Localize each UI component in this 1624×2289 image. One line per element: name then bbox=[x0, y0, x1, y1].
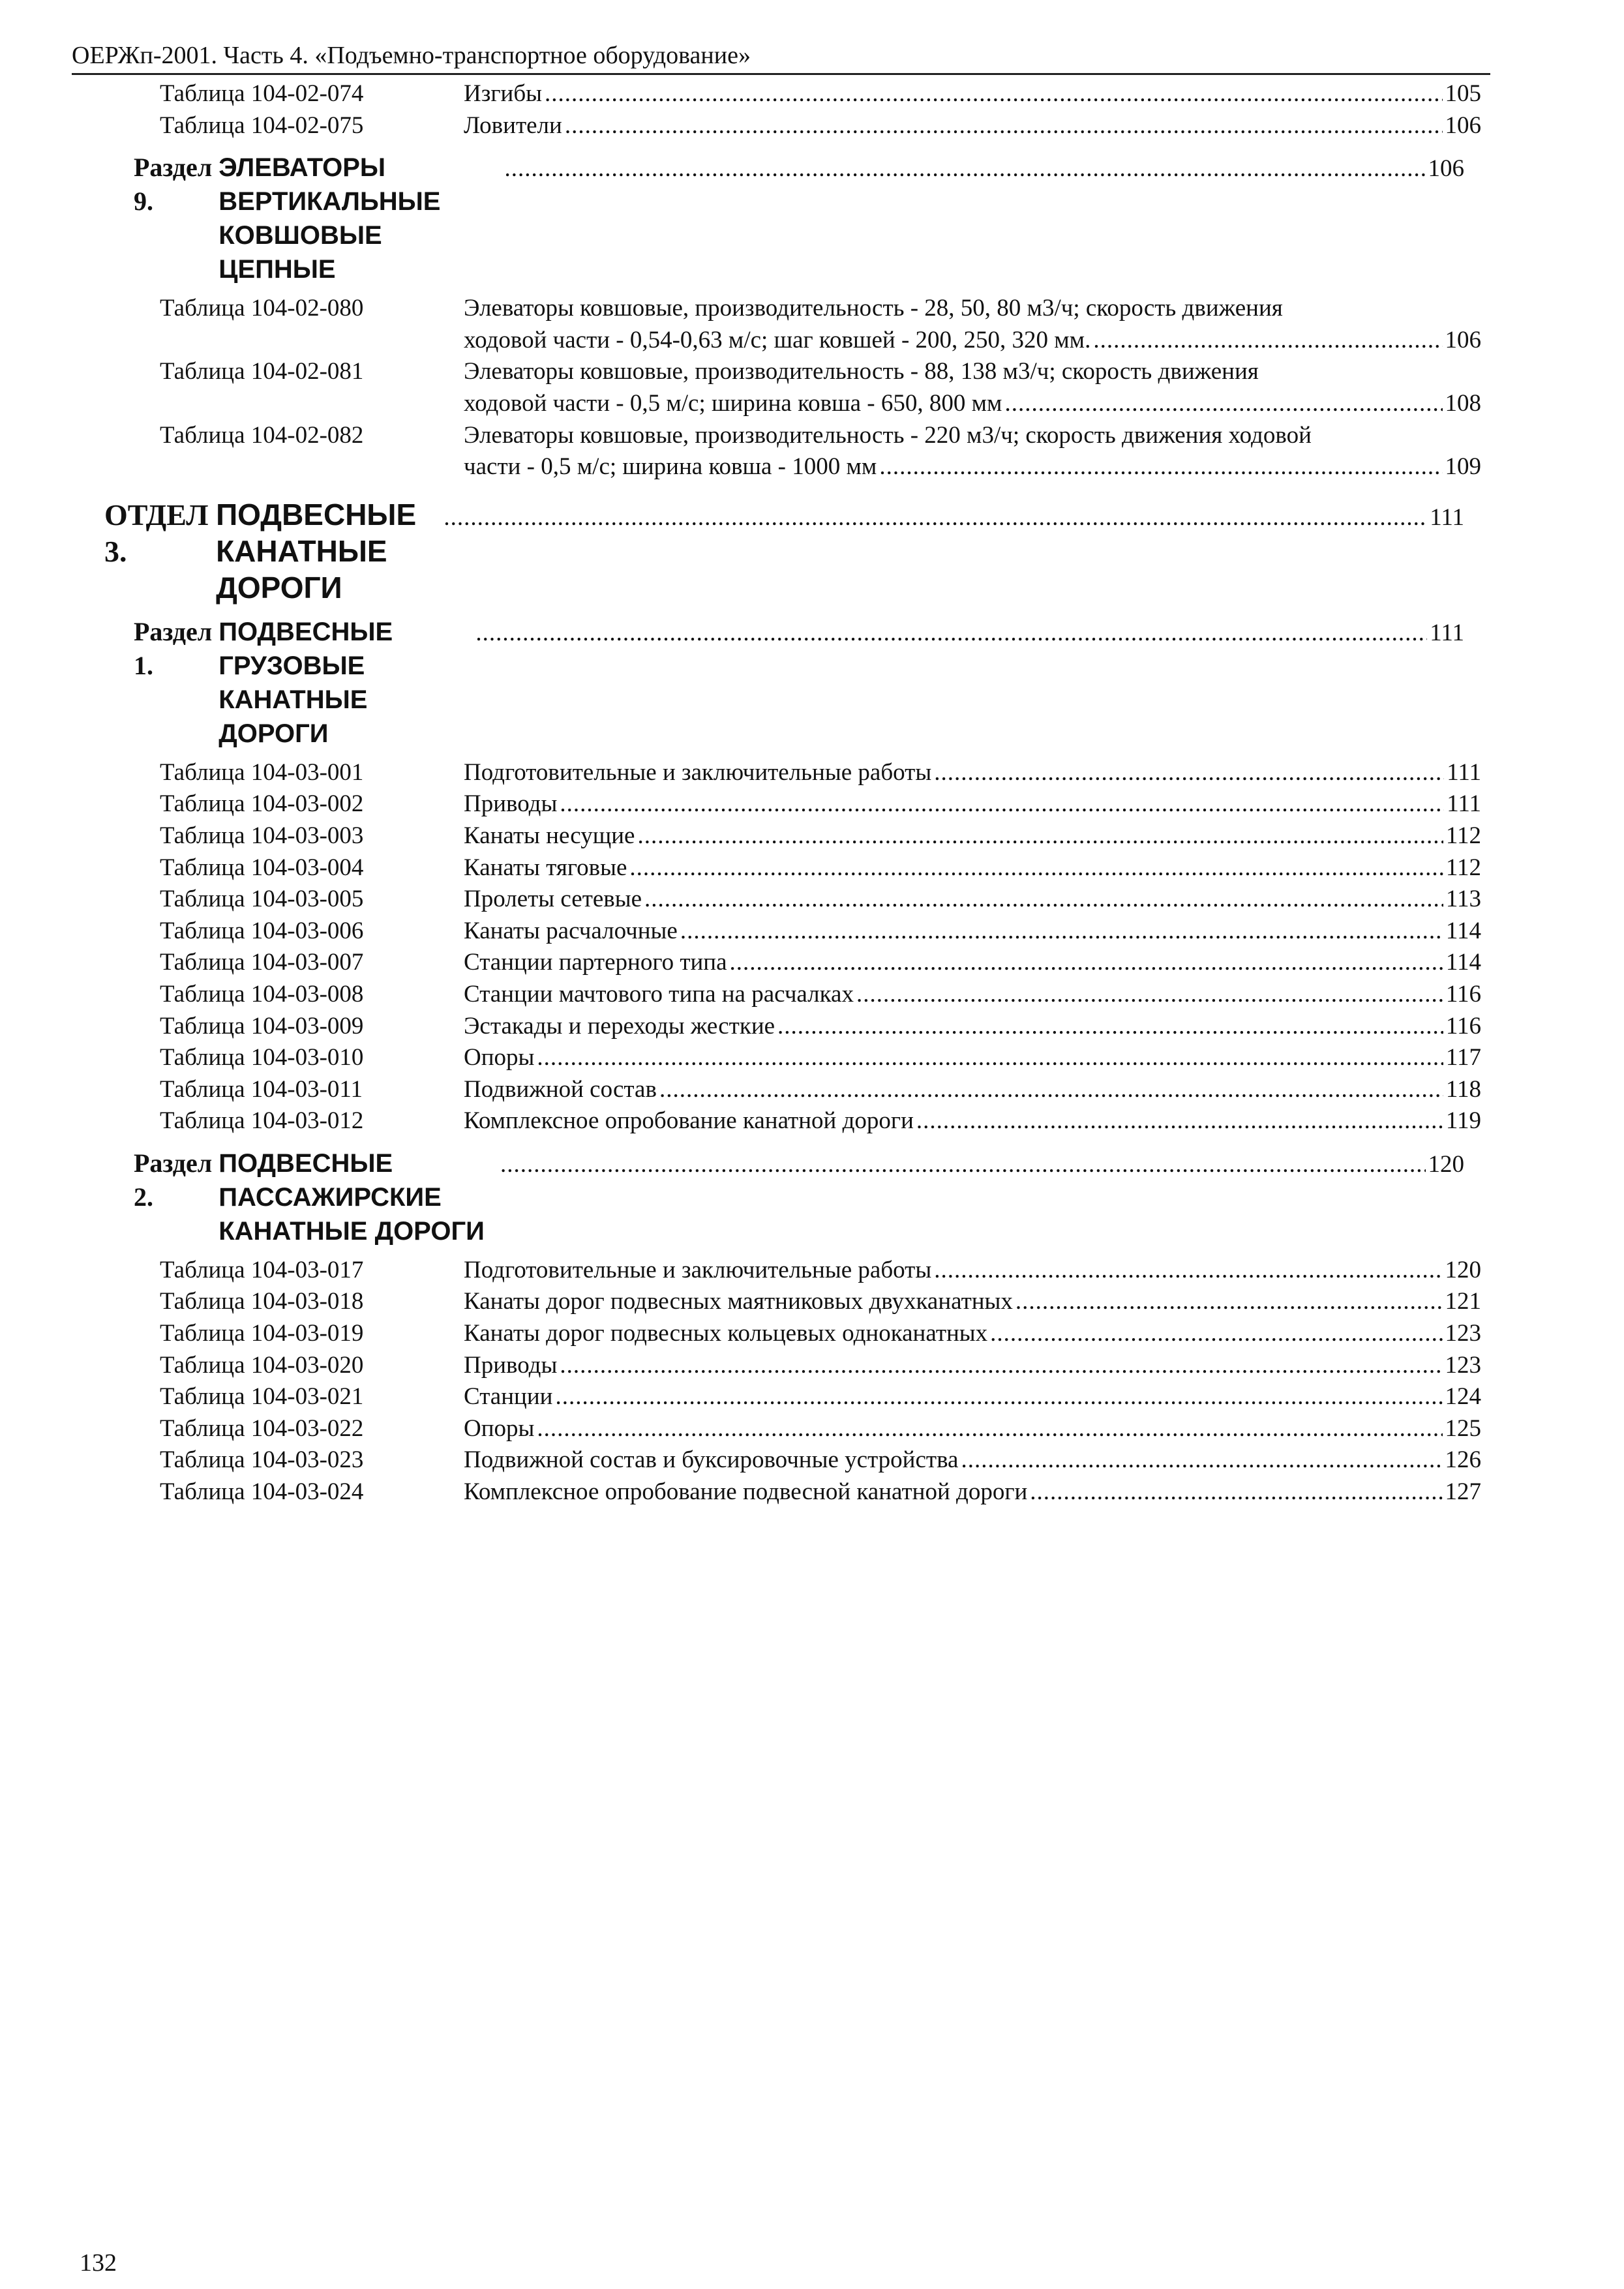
entry-title: Приводы bbox=[464, 790, 558, 818]
dot-leader bbox=[637, 820, 1443, 852]
entry-page-number: 123 bbox=[1445, 1320, 1481, 1347]
toc-razdel-heading bbox=[0, 1146, 1624, 1248]
table-of-contents bbox=[0, 78, 1624, 1508]
entry-title: ходовой части - 0,5 м/с; ширина ковша - 650, 800 мм bbox=[464, 389, 1002, 417]
entry-page-number: 109 bbox=[1445, 453, 1481, 481]
table-code: Таблица 104-02-074 bbox=[160, 80, 364, 107]
entry-title: Комплексное опробование подвесной канатной дороги bbox=[464, 1478, 1028, 1506]
table-code: Таблица 104-03-018 bbox=[160, 1288, 364, 1315]
entry-title: Элеваторы ковшовые, производительность - 220 м3/ч; скорость движения ходовой bbox=[464, 421, 1312, 449]
table-code: Таблица 104-03-005 bbox=[160, 886, 364, 913]
entry-page-number: 111 bbox=[1430, 619, 1464, 646]
entry-title: Станции партерного типа bbox=[464, 949, 727, 976]
dot-leader bbox=[730, 947, 1443, 979]
toc-table-entry bbox=[0, 1444, 1624, 1476]
table-code: Таблица 104-03-002 bbox=[160, 790, 364, 818]
table-code: Таблица 104-03-004 bbox=[160, 854, 364, 881]
entry-title: Элеваторы ковшовые, производительность - 28, 50, 80 м3/ч; скорость движения bbox=[464, 295, 1283, 322]
entry-title: Изгибы bbox=[464, 80, 542, 107]
section-label: Раздел 2. bbox=[134, 1148, 213, 1212]
entry-title: Опоры bbox=[464, 1044, 535, 1071]
entry-page-number: 113 bbox=[1445, 886, 1481, 913]
entry-title: Приводы bbox=[464, 1351, 558, 1379]
section-title: ПОДВЕСНЫЕ ГРУЗОВЫЕ КАНАТНЫЕ ДОРОГИ bbox=[218, 617, 393, 748]
table-code: Таблица 104-03-019 bbox=[160, 1320, 364, 1347]
entry-title: Канаты дорог подвесных маятниковых двухканатных bbox=[464, 1288, 1013, 1315]
toc-table-entry bbox=[0, 293, 1624, 356]
table-code: Таблица 104-02-082 bbox=[160, 421, 364, 449]
dot-leader bbox=[916, 1105, 1443, 1137]
toc-table-entry bbox=[0, 420, 1624, 483]
entry-page-number: 125 bbox=[1445, 1414, 1481, 1442]
table-code: Таблица 104-02-080 bbox=[160, 295, 364, 322]
toc-table-entry bbox=[0, 1413, 1624, 1445]
entry-page-number: 105 bbox=[1445, 80, 1481, 107]
entry-page-number: 112 bbox=[1445, 822, 1481, 849]
entry-page-number: 114 bbox=[1445, 949, 1481, 976]
toc-table-entry bbox=[0, 1074, 1624, 1106]
dot-leader bbox=[560, 1350, 1442, 1382]
table-code: Таблица 104-03-006 bbox=[160, 917, 364, 944]
toc-table-entry bbox=[0, 1381, 1624, 1413]
section-title: ПОДВЕСНЫЕ ПАССАЖИРСКИЕ КАНАТНЫЕ ДОРОГИ bbox=[218, 1148, 485, 1246]
page-header: ОЕРЖп-2001. Часть 4. «Подъемно-транспортное оборудование» bbox=[72, 42, 751, 69]
dot-leader bbox=[537, 1042, 1443, 1074]
entry-title: ходовой части - 0,54-0,63 м/с; шаг ковшей - 200, 250, 320 мм. bbox=[464, 326, 1091, 353]
table-code: Таблица 104-03-012 bbox=[160, 1107, 364, 1135]
toc-table-entry bbox=[0, 1476, 1624, 1508]
dot-leader bbox=[555, 1381, 1442, 1413]
table-code: Таблица 104-03-022 bbox=[160, 1414, 364, 1442]
dot-leader bbox=[475, 616, 1427, 650]
dot-leader bbox=[856, 979, 1443, 1011]
table-code: Таблица 104-03-021 bbox=[160, 1383, 364, 1411]
table-code: Таблица 104-03-001 bbox=[160, 758, 364, 786]
entry-title: Ловители bbox=[464, 112, 562, 139]
entry-page-number: 124 bbox=[1445, 1383, 1481, 1411]
entry-page-number: 112 bbox=[1445, 854, 1481, 881]
entry-page-number: 108 bbox=[1445, 389, 1481, 417]
toc-table-entry bbox=[0, 78, 1624, 110]
toc-table-entry bbox=[0, 757, 1624, 789]
dot-leader bbox=[934, 1255, 1442, 1287]
table-code: Таблица 104-03-008 bbox=[160, 980, 364, 1008]
toc-table-entry bbox=[0, 947, 1624, 979]
toc-otdel-heading bbox=[0, 496, 1624, 606]
toc-table-entry bbox=[0, 1042, 1624, 1074]
entry-title: Пролеты сетевые bbox=[464, 886, 642, 913]
entry-title: части - 0,5 м/с; ширина ковша - 1000 мм bbox=[464, 453, 877, 481]
entry-page-number: 111 bbox=[1430, 503, 1464, 531]
section-label: ОТДЕЛ 3. bbox=[104, 498, 209, 568]
toc-razdel-heading bbox=[0, 151, 1624, 286]
entry-page-number: 126 bbox=[1445, 1446, 1481, 1474]
dot-leader bbox=[879, 451, 1442, 483]
section-label: Раздел 9. bbox=[134, 153, 213, 217]
dot-leader bbox=[1030, 1476, 1442, 1508]
entry-page-number: 123 bbox=[1445, 1351, 1481, 1379]
table-code: Таблица 104-03-011 bbox=[160, 1075, 363, 1103]
entry-title: Канаты расчалочные bbox=[464, 917, 678, 944]
toc-table-entry bbox=[0, 852, 1624, 884]
dot-leader bbox=[444, 500, 1427, 536]
entry-title: Станции bbox=[464, 1383, 553, 1411]
dot-leader bbox=[777, 1011, 1443, 1043]
table-code: Таблица 104-03-017 bbox=[160, 1256, 364, 1283]
entry-page-number: 119 bbox=[1445, 1107, 1481, 1135]
table-code: Таблица 104-03-007 bbox=[160, 949, 364, 976]
entry-page-number: 106 bbox=[1445, 112, 1481, 139]
entry-title: Подвижной состав bbox=[464, 1075, 657, 1103]
entry-title: Канаты тяговые bbox=[464, 854, 627, 881]
table-code: Таблица 104-02-081 bbox=[160, 358, 364, 385]
entry-page-number: 120 bbox=[1445, 1256, 1481, 1283]
entry-page-number: 111 bbox=[1447, 758, 1481, 786]
entry-page-number: 120 bbox=[1428, 1150, 1464, 1178]
entry-page-number: 117 bbox=[1445, 1044, 1481, 1071]
entry-title: Подготовительные и заключительные работы bbox=[464, 1256, 932, 1283]
dot-leader bbox=[545, 78, 1443, 110]
entry-page-number: 118 bbox=[1445, 1075, 1481, 1103]
toc-table-entry bbox=[0, 110, 1624, 142]
toc-table-entry bbox=[0, 1255, 1624, 1287]
toc-table-entry bbox=[0, 1286, 1624, 1318]
table-code: Таблица 104-03-020 bbox=[160, 1351, 364, 1379]
table-code: Таблица 104-03-009 bbox=[160, 1012, 364, 1040]
entry-page-number: 116 bbox=[1445, 1012, 1481, 1040]
dot-leader bbox=[560, 788, 1444, 820]
dot-leader bbox=[629, 852, 1443, 884]
dot-leader bbox=[565, 110, 1443, 142]
entry-page-number: 121 bbox=[1445, 1288, 1481, 1315]
entry-title: Эстакады и переходы жесткие bbox=[464, 1012, 775, 1040]
dot-leader bbox=[934, 757, 1444, 789]
dot-leader bbox=[1093, 325, 1442, 357]
section-label: Раздел 1. bbox=[134, 616, 213, 680]
entry-title: Комплексное опробование канатной дороги bbox=[464, 1107, 914, 1135]
entry-page-number: 127 bbox=[1445, 1478, 1481, 1506]
header-divider bbox=[72, 73, 1490, 75]
dot-leader bbox=[680, 916, 1443, 948]
toc-table-entry bbox=[0, 356, 1624, 419]
dot-leader bbox=[537, 1413, 1442, 1445]
toc-table-entry bbox=[0, 788, 1624, 820]
entry-title: Подвижной состав и буксировочные устройства bbox=[464, 1446, 959, 1474]
toc-table-entry bbox=[0, 1318, 1624, 1350]
entry-title: Канаты несущие bbox=[464, 822, 635, 849]
table-code: Таблица 104-03-010 bbox=[160, 1044, 364, 1071]
table-code: Таблица 104-03-024 bbox=[160, 1478, 364, 1506]
toc-table-entry bbox=[0, 1105, 1624, 1137]
toc-table-entry bbox=[0, 979, 1624, 1011]
toc-table-entry bbox=[0, 820, 1624, 852]
entry-title: Станции мачтового типа на расчалках bbox=[464, 980, 854, 1008]
dot-leader bbox=[659, 1074, 1443, 1106]
entry-page-number: 106 bbox=[1428, 155, 1464, 183]
entry-page-number: 114 bbox=[1445, 917, 1481, 944]
dot-leader bbox=[644, 884, 1443, 916]
dot-leader bbox=[1004, 388, 1442, 420]
section-title: ПОДВЕСНЫЕ КАНАТНЫЕ ДОРОГИ bbox=[216, 497, 417, 605]
dot-leader bbox=[990, 1318, 1442, 1350]
section-title: ЭЛЕВАТОРЫ ВЕРТИКАЛЬНЫЕ КОВШОВЫЕ ЦЕПНЫЕ bbox=[218, 153, 441, 284]
table-code: Таблица 104-03-003 bbox=[160, 822, 364, 849]
entry-title: Канаты дорог подвесных кольцевых одноканатных bbox=[464, 1320, 988, 1347]
dot-leader bbox=[1015, 1286, 1443, 1318]
entry-page-number: 116 bbox=[1445, 980, 1481, 1008]
entry-page-number: 106 bbox=[1445, 326, 1481, 353]
table-code: Таблица 104-02-075 bbox=[160, 112, 364, 139]
entry-page-number: 111 bbox=[1447, 790, 1481, 818]
toc-table-entry bbox=[0, 884, 1624, 916]
page-number: 132 bbox=[80, 2249, 117, 2277]
dot-leader bbox=[500, 1148, 1426, 1182]
entry-title: Подготовительные и заключительные работы bbox=[464, 758, 932, 786]
table-code: Таблица 104-03-023 bbox=[160, 1446, 364, 1474]
toc-table-entry bbox=[0, 1350, 1624, 1382]
dot-leader bbox=[505, 152, 1426, 186]
toc-razdel-heading bbox=[0, 615, 1624, 751]
dot-leader bbox=[961, 1444, 1442, 1476]
toc-table-entry bbox=[0, 916, 1624, 948]
toc-table-entry bbox=[0, 1011, 1624, 1043]
entry-title: Опоры bbox=[464, 1414, 535, 1442]
entry-title: Элеваторы ковшовые, производительность - 88, 138 м3/ч; скорость движения bbox=[464, 358, 1259, 385]
